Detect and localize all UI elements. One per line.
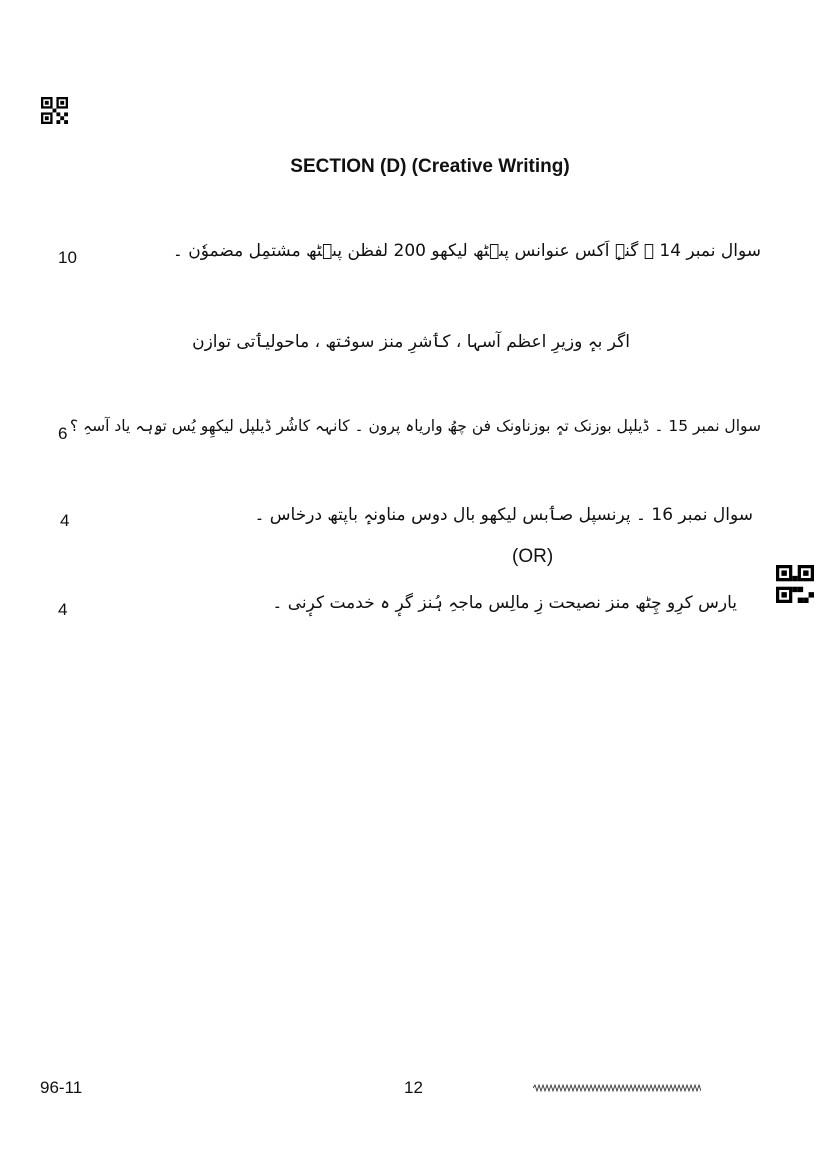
question-15-text: سوال نمبر 15 ۔ ڈیلپل بوزنک تہٕ بوزناونک فن چھُ واریاہ پرون ۔ کانہہ کاشُر ڈیلپل لیکھِو یُس تۄہہ یاد آسہِ ؟ xyxy=(69,417,761,435)
question-16-marks: 4 xyxy=(60,511,70,530)
qr-code-icon xyxy=(41,97,68,124)
wavy-line-decoration xyxy=(533,1083,701,1093)
page-number: 12 xyxy=(404,1078,423,1097)
or-divider: (OR) xyxy=(512,546,554,567)
question-16-alternative: یارس کرِو چِٹھ منز نصیحت زِ مالِس ماجہِ ہُنز گرٕ ہ خدمت کرٕنی ۔ xyxy=(272,593,737,613)
paper-code: 96-11 xyxy=(40,1078,83,1097)
question-14-marks: 10 xyxy=(58,248,77,267)
question-14-text: سوال نمبر 14 ۔ گنہٕ اَکس عنوانس پٮ۪ٹھ لیکھو 200 لفظن پٮ۪ٹھ مشتمِل مضموٗن ۔ xyxy=(172,241,761,261)
section-heading: SECTION (D) (Creative Writing) xyxy=(290,156,570,177)
question-14-topics: اگر بہٕ وزیرِ اعظم آسہا ، کٲشرِ منز سونٛتھ ، ماحولیٲتی توازن xyxy=(192,332,630,352)
question-15-marks: 6 xyxy=(58,424,68,443)
qr-code-icon xyxy=(776,565,814,603)
question-16-alt-marks: 4 xyxy=(58,600,68,619)
question-16-text: سوال نمبر 16 ۔ پرنسپل صٲبس لیکھو بال دوس مناونہٕ باپتھ درخاس ۔ xyxy=(254,505,753,525)
